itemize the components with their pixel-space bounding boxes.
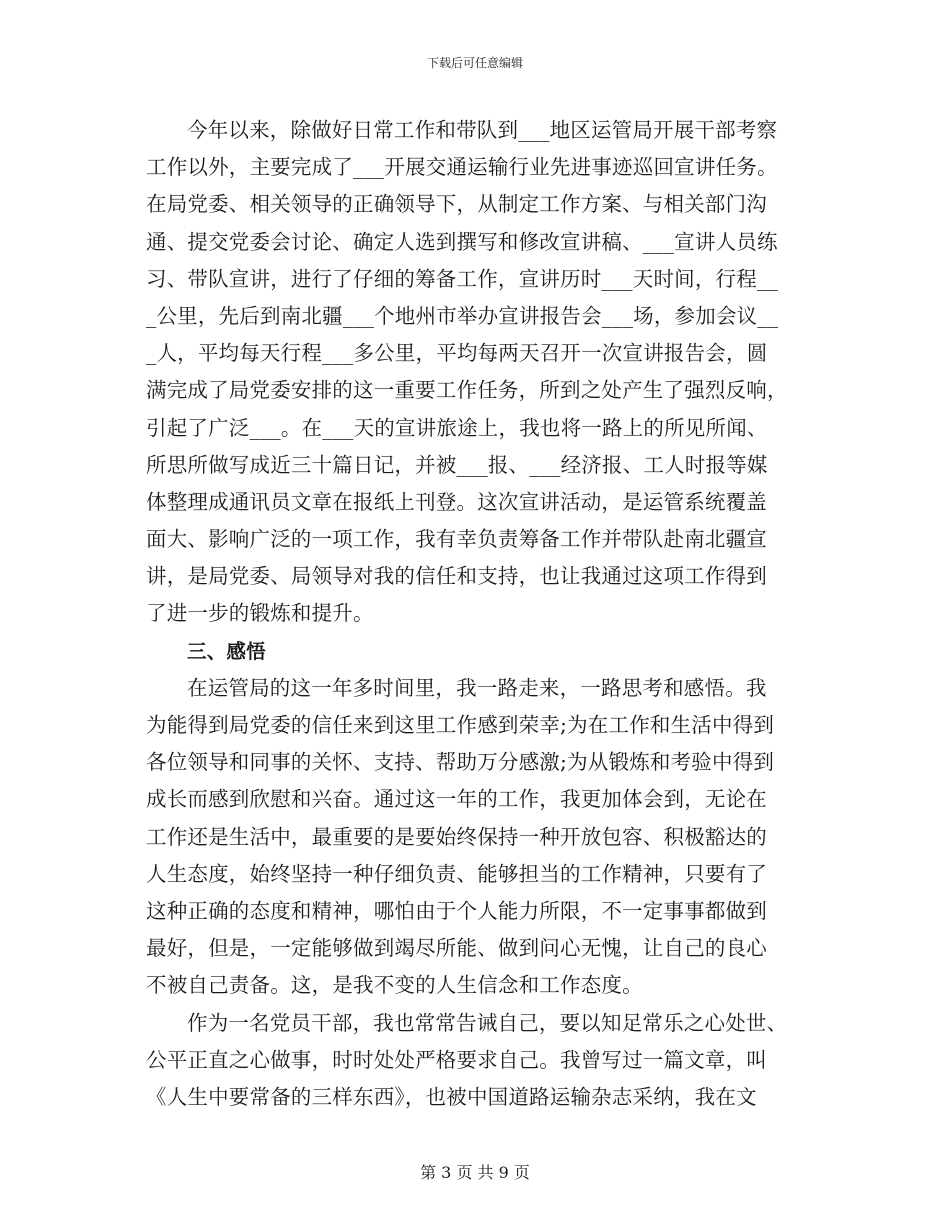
text-line: 通、提交党委会讨论、确定人选到撰写和修改宣讲稿、___宣讲人员练 <box>146 229 778 254</box>
page-number-footer: 第 3 页 共 9 页 <box>420 1163 530 1182</box>
text-line: 体整理成通讯员文章在报纸上刊登。这次宣讲活动，是运管系统覆盖 <box>146 489 767 514</box>
text-line: 工作还是生活中，最重要的是要始终保持一种开放包容、积极豁达的 <box>146 824 767 849</box>
text-line: 工作以外，主要完成了___开展交通运输行业先进事迹巡回宣讲任务。 <box>146 155 778 180</box>
text-line: 公平正直之心做事，时时处处严格要求自己。我曾写过一篇文章，叫 <box>146 1047 767 1072</box>
text-line: 满完成了局党委安排的这一重要工作任务，所到之处产生了强烈反响， <box>146 378 788 403</box>
text-line: 作为一名党员干部，我也常常告诫自己，要以知足常乐之心处世、 <box>187 1010 788 1035</box>
text-line: 习、带队宣讲，进行了仔细的筹备工作，宣讲历时___天时间，行程__ <box>146 266 778 291</box>
text-line: 所思所做写成近三十篇日记，并被___报、___经济报、工人时报等媒 <box>146 452 768 477</box>
text-line: 最好，但是，一定能够做到竭尽所能、做到问心无愧，让自己的良心 <box>146 936 767 961</box>
section-heading: 三、感悟 <box>187 639 266 663</box>
text-line: 面大、影响广泛的一项工作，我有幸负责筹备工作并带队赴南北疆宣 <box>146 527 767 552</box>
text-line: 在运管局的这一年多时间里，我一路走来，一路思考和感悟。我 <box>187 675 767 700</box>
text-line: 今年以来，除做好日常工作和带队到___地区运管局开展干部考察 <box>187 118 778 142</box>
text-line: 不被自己责备。这，是我不变的人生信念和工作态度。 <box>146 973 643 998</box>
document-body <box>146 112 806 1116</box>
text-line: _公里，先后到南北疆___个地州市举办宣讲报告会___场，参加会议__ <box>146 303 779 328</box>
text-line: 这种正确的态度和精神，哪怕由于个人能力所限，不一定事事都做到 <box>146 898 767 923</box>
text-line: 讲，是局党委、局领导对我的信任和支持，也让我通过这项工作得到 <box>146 564 767 589</box>
text-line: 为能得到局党委的信任来到这里工作感到荣幸;为在工作和生活中得到 <box>146 713 775 737</box>
text-line: 各位领导和同事的关怀、支持、帮助万分感激;为从锻炼和考验中得到 <box>146 750 775 775</box>
text-line: 引起了广泛___。在___天的宣讲旅途上，我也将一路上的所见所闻、 <box>146 415 768 440</box>
text-line: _人，平均每天行程___多公里，平均每两天召开一次宣讲报告会，圆 <box>146 341 768 366</box>
text-line: 《人生中要常备的三样东西》，也被中国道路运输杂志采纳，我在文 <box>146 1084 757 1109</box>
text-line: 在局党委、相关领导的正确领导下，从制定工作方案、与相关部门沟 <box>146 192 767 217</box>
text-line: 了进一步的锻炼和提升。 <box>146 601 374 626</box>
text-line: 人生态度，始终坚持一种仔细负责、能够担当的工作精神，只要有了 <box>146 861 767 886</box>
text-line: 成长而感到欣慰和兴奋。通过这一年的工作，我更加体会到，无论在 <box>146 787 767 812</box>
page-header-note: 下载后可任意编辑 <box>426 56 523 70</box>
